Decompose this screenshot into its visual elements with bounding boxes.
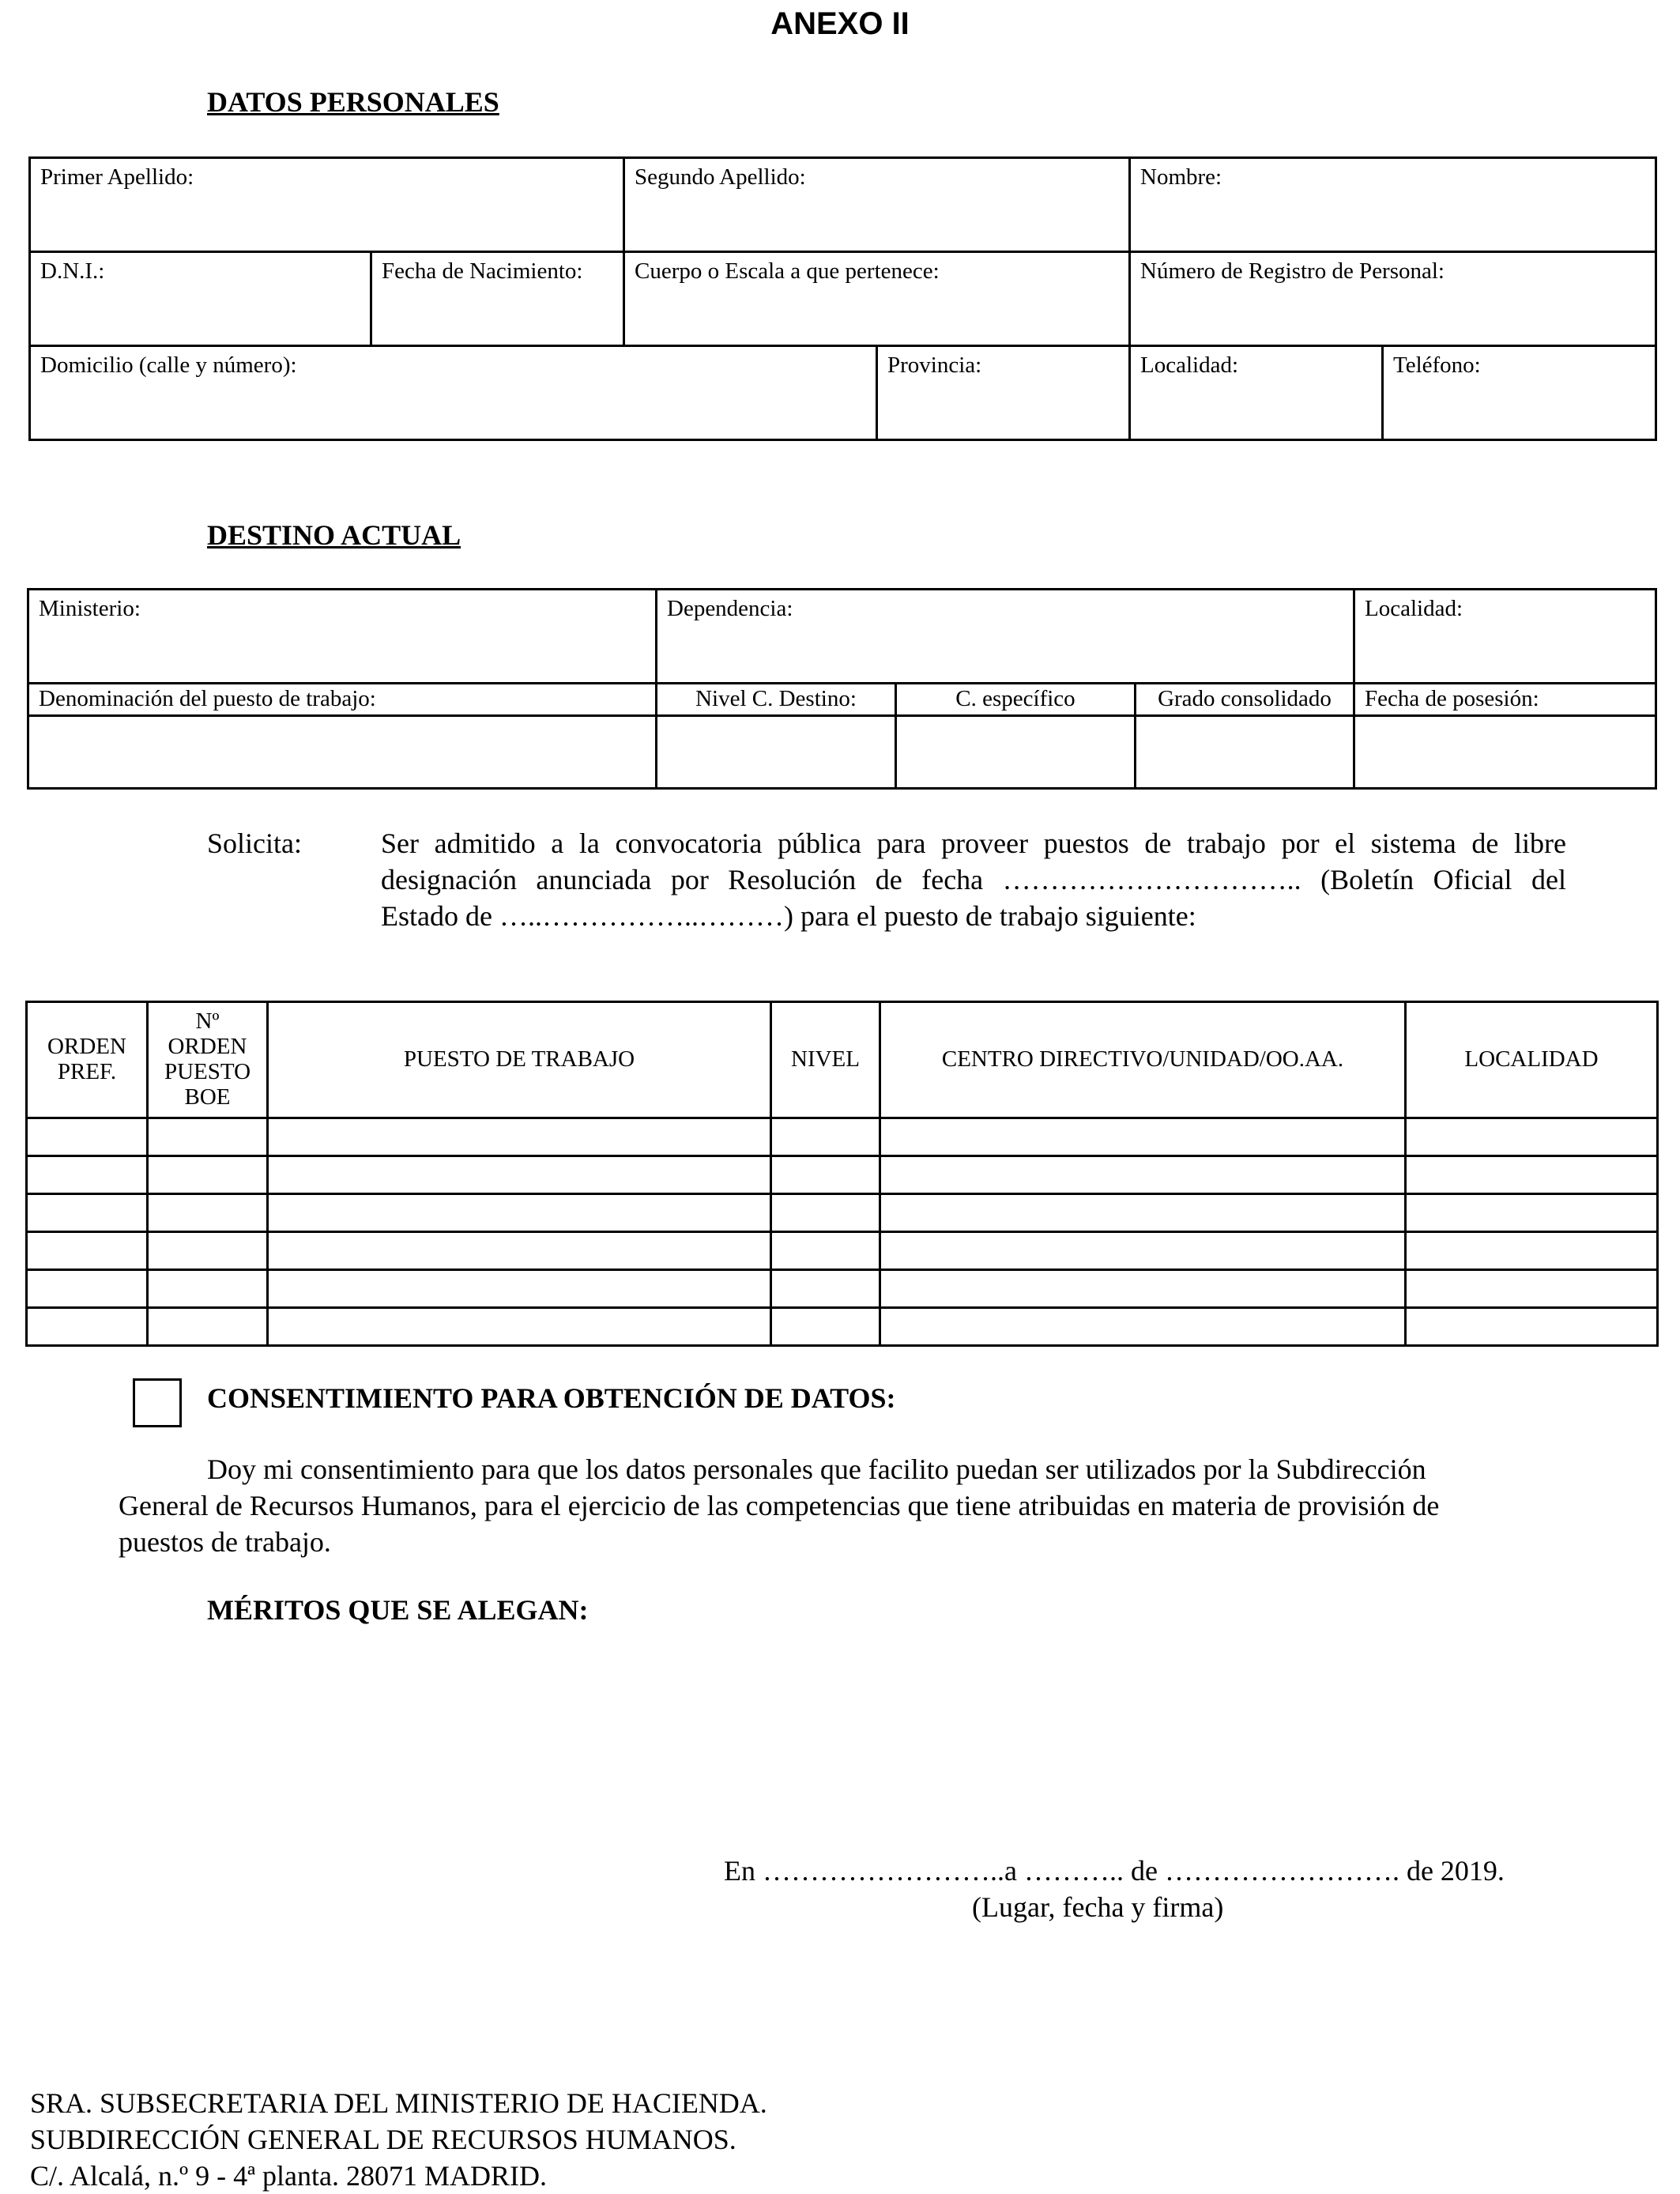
puestos-table: [25, 1001, 1659, 1347]
table-cell[interactable]: [27, 1308, 148, 1346]
header-orden-pref: ORDEN PREF.: [27, 1002, 148, 1118]
c-especifico-input[interactable]: [896, 715, 1136, 788]
cuerpo-escala-field[interactable]: Cuerpo o Escala a que pertenece:: [624, 252, 1130, 346]
dni-field[interactable]: D.N.I.:: [30, 252, 371, 346]
table-row: [27, 1308, 1658, 1346]
table-cell[interactable]: [148, 1194, 268, 1232]
nombre-field[interactable]: Nombre:: [1130, 158, 1656, 252]
telefono-field[interactable]: Teléfono:: [1383, 346, 1656, 440]
table-cell[interactable]: [268, 1232, 771, 1270]
table-cell[interactable]: [880, 1156, 1406, 1194]
signature-caption: (Lugar, fecha y firma): [972, 1891, 1224, 1923]
table-cell[interactable]: [1406, 1194, 1658, 1232]
table-cell[interactable]: [1406, 1232, 1658, 1270]
nivel-destino-label: Nivel C. Destino:: [657, 684, 896, 716]
table-cell[interactable]: [771, 1232, 880, 1270]
table-cell[interactable]: [771, 1118, 880, 1156]
table-cell[interactable]: [771, 1270, 880, 1308]
table-cell[interactable]: [148, 1308, 268, 1346]
destino-localidad-field[interactable]: Localidad:: [1354, 590, 1656, 684]
table-cell[interactable]: [880, 1308, 1406, 1346]
table-cell[interactable]: [268, 1270, 771, 1308]
table-cell[interactable]: [771, 1194, 880, 1232]
consentimiento-heading: CONSENTIMIENTO PARA OBTENCIÓN DE DATOS:: [207, 1382, 896, 1414]
table-cell[interactable]: [268, 1156, 771, 1194]
grado-consolidado-label: Grado consolidado: [1136, 684, 1354, 716]
solicita-line-3: Estado de …..……………..………) para el puesto de trabajo siguiente:: [381, 900, 1196, 932]
table-row: [27, 1156, 1658, 1194]
table-cell[interactable]: [148, 1232, 268, 1270]
nivel-destino-input[interactable]: [657, 715, 896, 788]
table-cell[interactable]: [27, 1156, 148, 1194]
destino-actual-table: [27, 588, 1657, 790]
localidad-field[interactable]: Localidad:: [1130, 346, 1383, 440]
consentimiento-line-2: General de Recursos Humanos, para el ejercicio de las competencias que tiene atribuidas en materia de provisión de: [119, 1490, 1440, 1521]
table-cell[interactable]: [771, 1308, 880, 1346]
header-nivel: NIVEL: [771, 1002, 880, 1118]
destino-actual-heading: DESTINO ACTUAL: [207, 519, 461, 551]
table-row: [27, 1194, 1658, 1232]
table-cell[interactable]: [880, 1232, 1406, 1270]
table-cell[interactable]: [1406, 1118, 1658, 1156]
table-cell[interactable]: [1406, 1308, 1658, 1346]
domicilio-field[interactable]: Domicilio (calle y número):: [30, 346, 877, 440]
denominacion-input[interactable]: [28, 715, 657, 788]
header-orden-boe: Nº ORDEN PUESTO BOE: [148, 1002, 268, 1118]
fecha-posesion-input[interactable]: [1354, 715, 1656, 788]
solicita-label: Solicita:: [207, 827, 302, 859]
ministerio-field[interactable]: Ministerio:: [28, 590, 657, 684]
header-localidad: LOCALIDAD: [1406, 1002, 1658, 1118]
datos-personales-table: [28, 156, 1657, 441]
denominacion-label: Denominación del puesto de trabajo:: [28, 684, 657, 716]
recipient-line-3: C/. Alcalá, n.º 9 - 4ª planta. 28071 MADRID.: [30, 2160, 548, 2192]
table-row: [27, 1232, 1658, 1270]
table-cell[interactable]: [27, 1194, 148, 1232]
primer-apellido-field[interactable]: Primer Apellido:: [30, 158, 624, 252]
fecha-posesion-label: Fecha de posesión:: [1354, 684, 1656, 716]
dependencia-field[interactable]: Dependencia:: [657, 590, 1354, 684]
table-cell[interactable]: [771, 1156, 880, 1194]
table-cell[interactable]: [27, 1232, 148, 1270]
table-cell[interactable]: [27, 1270, 148, 1308]
c-especifico-label: C. específico: [896, 684, 1136, 716]
table-cell[interactable]: [1406, 1270, 1658, 1308]
consentimiento-line-3: puestos de trabajo.: [119, 1526, 331, 1558]
table-cell[interactable]: [880, 1270, 1406, 1308]
table-cell[interactable]: [268, 1118, 771, 1156]
table-cell[interactable]: [148, 1156, 268, 1194]
segundo-apellido-field[interactable]: Segundo Apellido:: [624, 158, 1130, 252]
header-puesto: PUESTO DE TRABAJO: [268, 1002, 771, 1118]
table-cell[interactable]: [27, 1118, 148, 1156]
table-cell[interactable]: [268, 1308, 771, 1346]
grado-consolidado-input[interactable]: [1136, 715, 1354, 788]
solicita-line-1: Ser admitido a la convocatoria pública para proveer puestos de trabajo por el sistema de libre: [381, 827, 1566, 859]
consent-checkbox[interactable]: [133, 1378, 182, 1427]
signature-line: En ……………………..a ……….. de ……………………. de 2019.: [724, 1855, 1505, 1887]
table-row: [27, 1270, 1658, 1308]
recipient-line-1: SRA. SUBSECRETARIA DEL MINISTERIO DE HACIENDA.: [30, 2087, 767, 2119]
datos-personales-heading: DATOS PERSONALES: [207, 86, 499, 118]
table-cell[interactable]: [148, 1270, 268, 1308]
table-cell[interactable]: [1406, 1156, 1658, 1194]
table-row: [27, 1118, 1658, 1156]
fecha-nacimiento-field[interactable]: Fecha de Nacimiento:: [371, 252, 624, 346]
numero-registro-field[interactable]: Número de Registro de Personal:: [1130, 252, 1656, 346]
header-centro: CENTRO DIRECTIVO/UNIDAD/OO.AA.: [880, 1002, 1406, 1118]
consentimiento-line-1: Doy mi consentimiento para que los datos personales que facilito puedan ser utilizados por la Subdirección: [207, 1453, 1426, 1485]
table-cell[interactable]: [148, 1118, 268, 1156]
table-cell[interactable]: [880, 1194, 1406, 1232]
table-cell[interactable]: [880, 1118, 1406, 1156]
recipient-line-2: SUBDIRECCIÓN GENERAL DE RECURSOS HUMANOS.: [30, 2124, 736, 2155]
provincia-field[interactable]: Provincia:: [877, 346, 1130, 440]
meritos-heading: MÉRITOS QUE SE ALEGAN:: [207, 1594, 589, 1626]
table-cell[interactable]: [268, 1194, 771, 1232]
solicita-line-2: designación anunciada por Resolución de fecha ………………………….. (Boletín Oficial del: [381, 864, 1566, 895]
page-title: ANEXO II: [770, 6, 910, 41]
